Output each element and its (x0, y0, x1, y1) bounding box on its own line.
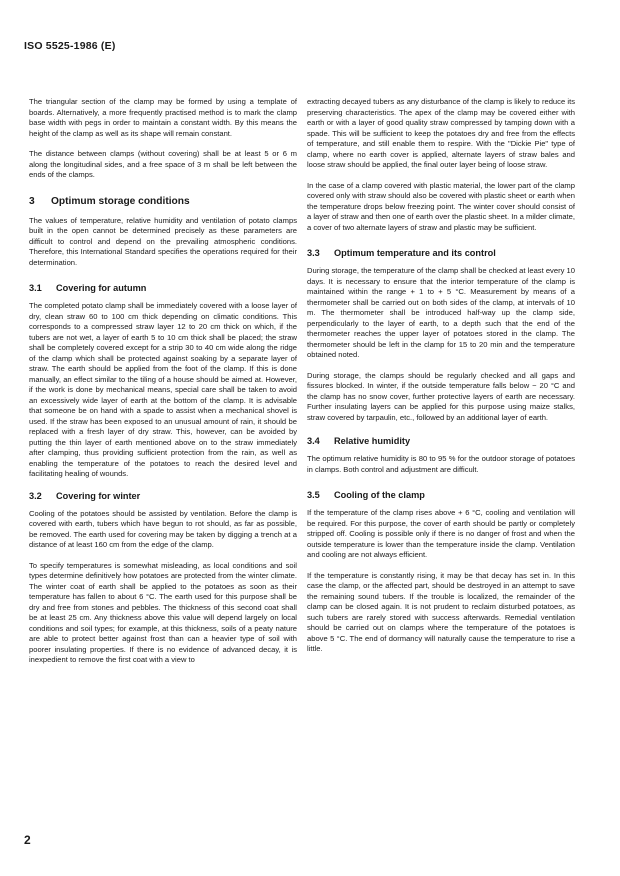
paragraph: If the temperature is constantly rising, it may be that decay has set in. In this case the clamp, or the affected part, should be destroyed in an attempt to save the remaining sound tubers. If the trouble is localized, the remainder of the clamp can be closed again. It is not prudent to reclaim disturbed potatoes, as such tubers are rarely stored with success afterwards. Remedial ventilation should be carried out on clamps where the temperature of the potatoes is above 5 °C. The end of dormancy will naturally cause the temperature to rise a little. (307, 570, 575, 653)
section-title: Optimum temperature and its control (334, 248, 496, 258)
left-column (29, 97, 297, 676)
section-heading-3-2 (29, 490, 297, 502)
section-number: 3.5 (307, 490, 320, 500)
paragraph: The triangular section of the clamp may be formed by using a template of boards. Alternatively, a more frequently practised method is to mark the clamp base width with pegs in order to maintain a constant width. By this means the height of the clamp as well as its shape will remain constant. (29, 97, 297, 138)
section-number: 3.3 (307, 248, 320, 258)
paragraph: To specify temperatures is somewhat misleading, as local conditions and soil types determine definitively how potatoes are protected from the winter climate. The winter coat of earth shall be applied to the potatoes as soon as their temperature has fallen to about 6 °C. The earth used for this purpose shall be dry and free from stones and pebbles. The thickness of this second coat shall be at least 25 cm. Any thickness above this value will depend largely on local conditions and soil types; for example, at this thickness, soils of a peaty nature are able to protect better against frost than can a heavier type of soil with poorer insulating properties. If there is no evidence of advanced decay, it is inexpedient to remove the first coat with a view to (29, 560, 297, 664)
paragraph: The completed potato clamp shall be immediately covered with a loose layer of dry, clean straw 60 to 100 cm thick depending on climatic conditions. This corresponds to a compressed straw layer 12 to 20 cm thick on which, if the tubers are not wet, a layer of earth 5 to 10 cm thick shall be placed; the straw shall be completely covered except for a strip 30 to 40 cm wide along the ridge of the clamp which shall be protected against soaking by a separate layer of straw. The earth should be applied from the foot of the clamp. If this is done manually, an effect similar to the tiling of a house should be aimed at. However, if the work is done by mechanical means, special care shall be taken to avoid an excessively wide layer of earth at the bottom of the clamp. It is advisable that someone be on hand with a spade to assist when a mechanical shovel is used. If the straw has been exposed to an unusual amount of rain, it should be replaced with a fresh layer of dry straw. This, however, can be avoided by putting the thin layer of earth mentioned above on to the straw immediately after clamping, thus providing sufficient protection from the rain, as well as enabling the temperature of the potatoes to reach the desired level and facilitating healing of wounds. (29, 301, 297, 478)
section-heading-3-5 (307, 489, 575, 501)
section-title: Optimum storage conditions (51, 195, 190, 207)
section-heading-3-4 (307, 435, 575, 447)
paragraph: During storage, the temperature of the clamp shall be checked at least every 10 days. It is necessary to ensure that the interior temperature of the clamp is maintained within the range + 1 to + 5 °C. Measurement by means of a thermometer shall be carried out on both sides of the clamp, at intervals of 10 m. The thermometer shall be introduced half-way up the clamp side, perpendicularly to the layer of earth, to a depth such that the end of the thermometer reaches the upper layer of potatoes stored in the clamp. The thermometer should be left in the clamp for 15 to 20 min and the temperature obtained noted. (307, 266, 575, 359)
section-title: Covering for winter (56, 490, 141, 501)
paragraph: During storage, the clamps should be regularly checked and all gaps and fissures blocked. In winter, if the outside temperature falls below − 20 °C and the clamp has no snow cover, further protective layers of earth are necessary. Further insulating layers can be applied for this purpose using maize stalks, straw covered by tarpaulin, etc., followed by an additional layer of earth. (307, 370, 575, 422)
paragraph: Cooling of the potatoes should be assisted by ventilation. Before the clamp is covered with earth, tubers which have begun to rot should, as far as possible, be removed. The earth used for covering may be taken by digging a trench at a distance of at least 160 cm from the edge of the clamp. (29, 508, 297, 549)
section-heading-3-3 (307, 247, 575, 259)
document-header: ISO 5525-1986 (E) (24, 40, 116, 52)
right-column (307, 97, 575, 665)
paragraph: The values of temperature, relative humidity and ventilation of potato clamps built in the open cannot be determined precisely as these parameters are difficult to control and depend on the prevailing atmospheric conditions. Therefore, this International Standard specifies the operations required for their determination. (29, 215, 297, 267)
section-title: Covering for autumn (56, 283, 147, 293)
paragraph: If the temperature of the clamp rises above + 6 °C, cooling and ventilation will be required. For this purpose, the cover of earth should be partly or completely stripped off. Cooling is possible only if there is no danger of frost and when the outside temperature is lower than the temperature inside the clamp. Ventilation and cooling are not always efficient. (307, 508, 575, 559)
section-title: Cooling of the clamp (334, 490, 425, 500)
section-number: 3.1 (29, 283, 42, 293)
paragraph: extracting decayed tubers as any disturbance of the clamp is likely to reduce its preserving characteristics. The apex of the clamp may be covered either with earth or with a layer of good quality straw compressed by tamping down with a spade. This will be sufficient to keep the potatoes dry and free from the effects of temperature, and still enable them to respire. With the "Dickie Pie" type of clamp, where no earth cover is applied, alternate layers of straw bales and loose straw should be applied, the final outer layer being of loose straw. (307, 97, 575, 169)
page-number: 2 (24, 833, 31, 847)
section-heading-3-1 (29, 282, 297, 294)
section-number: 3 (29, 195, 35, 207)
section-number: 3.2 (29, 490, 42, 501)
paragraph: The optimum relative humidity is 80 to 95 % for the outdoor storage of potatoes in clamps. Both control and adjustment are difficult. (307, 454, 575, 474)
section-heading-3 (29, 195, 297, 208)
section-number: 3.4 (307, 436, 320, 446)
section-title: Relative humidity (334, 436, 411, 446)
paragraph: The distance between clamps (without covering) shall be at least 5 or 6 m along the longitudinal sides, and a free space of 3 m shall be left between the ends of the clamps. (29, 149, 297, 179)
paragraph: In the case of a clamp covered with plastic material, the lower part of the clamp covered only with straw should also be covered with plastic sheet or earth when the temperature drops below freezing point. The winter cover should consist of a layer of straw and then one of earth over the plastic sheet. In a milder climate, a cover of two alternate layers of straw and plastic may be sufficient. (307, 180, 575, 232)
